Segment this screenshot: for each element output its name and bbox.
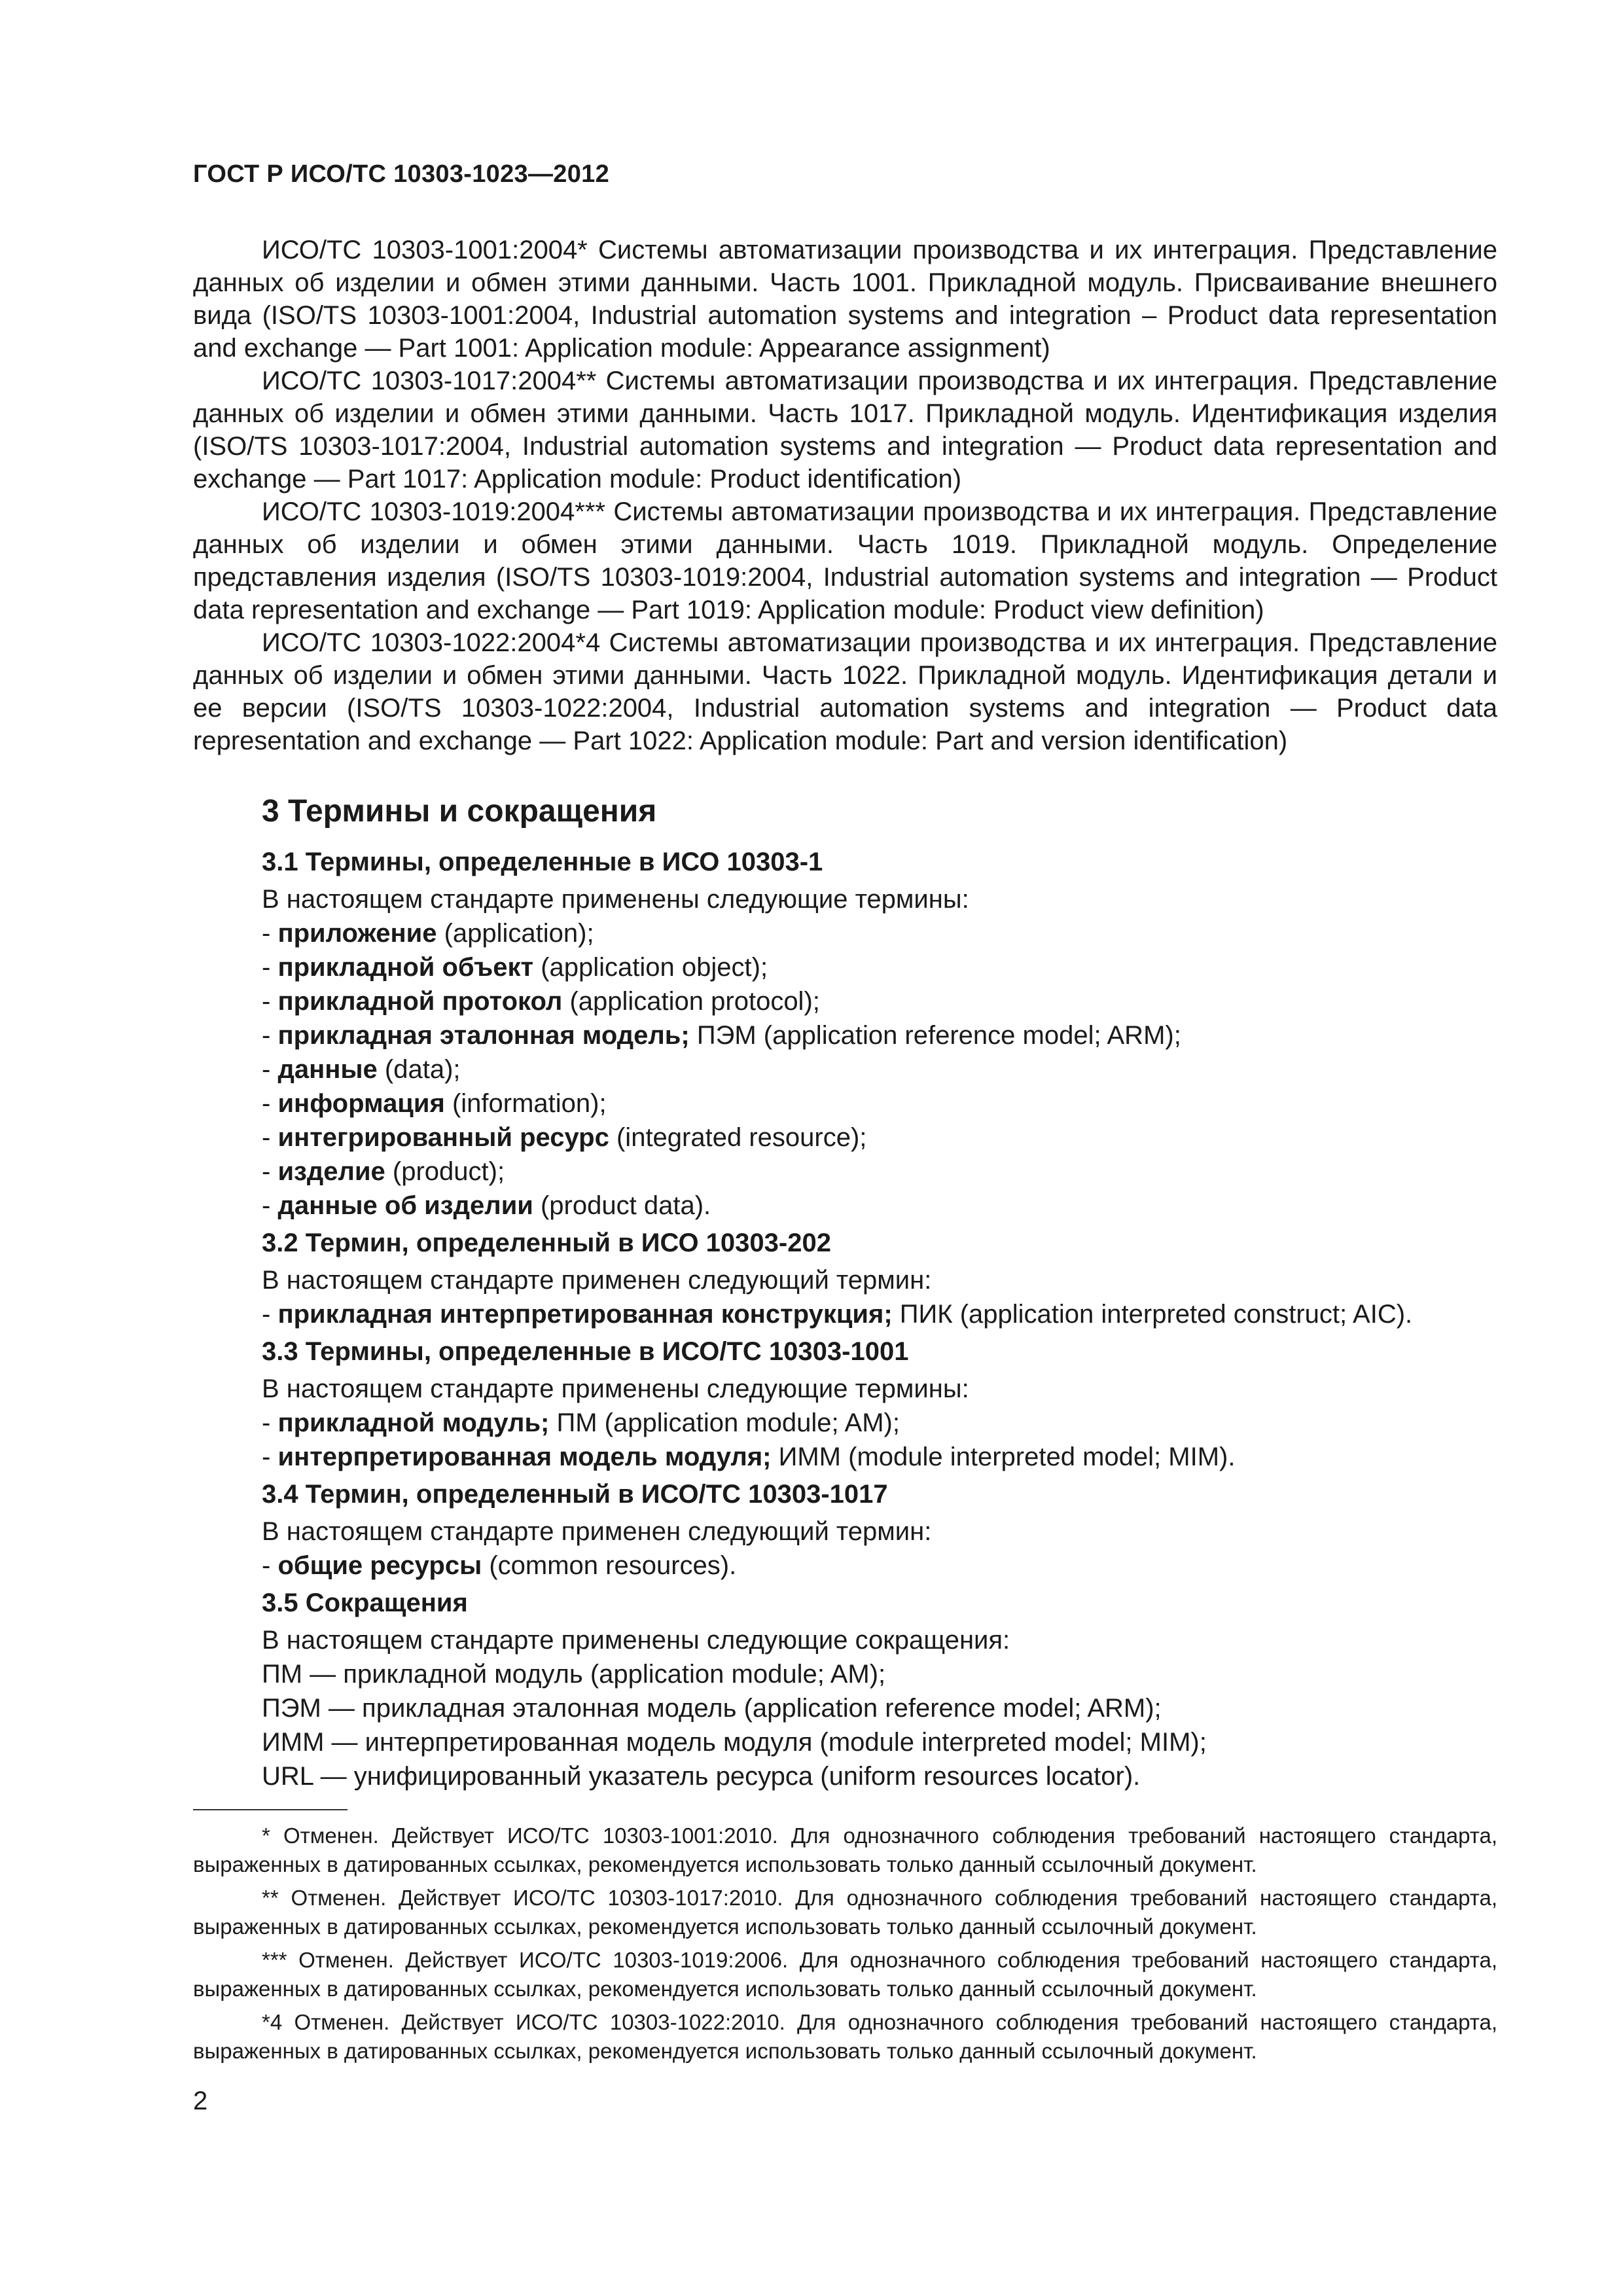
term-name: прикладная интерпретированная конструкция; [277, 1300, 893, 1329]
term-item: - данные (data); [262, 1055, 461, 1084]
footnotes [193, 1821, 1497, 2070]
reference-item: ИСО/ТС 10303-1001:2004* Системы автоматизации производства и их интеграция. Представление данных об изделии и обмен этими данными. Часть 1001. Прикладной модуль. Присваивание внешнего вида (ISO/TS 10303-1001:2004, Industrial automation systems and integration – Product data representation and exchange — Part 1001: Application module: Appearance assignment) [193, 236, 1497, 363]
subsection-intro: В настоящем стандарте применен следующий термин: [262, 1517, 932, 1546]
term-name: прикладной объект [277, 953, 534, 982]
subsection-heading: 3.1 Термины, определенные в ИСО 10303-1 [262, 848, 823, 876]
subsection-heading: 3.2 Термин, определенный в ИСО 10303-202 [262, 1229, 831, 1257]
abbreviation-item: URL — унифицированный указатель ресурса (uniform resources locator). [262, 1762, 1141, 1791]
footnote: ** Отменен. Действует ИСО/ТС 10303-1017:2010. Для однозначного соблюдения требований настоящего стандарта, выраженных в датированных ссылках, рекомендуется использовать только данный ссылочный документ. [193, 1886, 1497, 1939]
reference-item: ИСО/ТС 10303-1022:2004*4 Системы автоматизации производства и их интеграция. Представление данных об изделии и обмен этими данными. Часть 1022. Прикладной модуль. Идентификация детали и ее версии (ISO/TS 10303-1022:2004, Industrial automation systems and integration — Product data representation and exchange — Part 1022: Application module: Part and version identification) [193, 628, 1497, 755]
term-name: данные об изделии [277, 1191, 533, 1220]
term-name: прикладной протокол [277, 987, 563, 1016]
abbreviation-item: ИММ — интерпретированная модель модуля (module interpreted model; MIM); [262, 1728, 1207, 1757]
subsection-heading: 3.4 Термин, определенный в ИСО/ТС 10303-1017 [262, 1480, 888, 1509]
term-item: - прикладная интерпретированная конструкция; ПИК (application interpreted construct; AIC). [262, 1300, 1413, 1329]
term-desc: ПЭМ (application reference model; ARM); [689, 1021, 1181, 1050]
subsection-intro: В настоящем стандарте применены следующие термины: [262, 1374, 969, 1403]
footnote-separator [193, 1809, 348, 1810]
normative-references [193, 234, 1497, 757]
term-name: прикладной модуль; [277, 1408, 550, 1437]
term-name: общие ресурсы [277, 1551, 482, 1580]
term-desc: (data); [377, 1055, 461, 1084]
term-item: - прикладной протокол (application protocol); [262, 987, 820, 1016]
term-item: - прикладная эталонная модель; ПЭМ (application reference model; ARM); [262, 1021, 1181, 1050]
abbreviation-item: ПЭМ — прикладная эталонная модель (application reference model; ARM); [262, 1694, 1162, 1723]
reference-item: ИСО/ТС 10303-1019:2004*** Системы автоматизации производства и их интеграция. Представление данных об изделии и обмен этими данными. Часть 1019. Прикладной модуль. Определение представления изделия (ISO/TS 10303-1019:2004, Industrial automation systems and integration — Product data representation and exchange — Part 1019: Application module: Product view definition) [193, 497, 1497, 624]
term-name: информация [277, 1089, 445, 1118]
term-desc: ПМ (application module; AM); [549, 1408, 900, 1437]
term-name: данные [277, 1055, 378, 1084]
subsection-intro: В настоящем стандарте применены следующие сокращения: [262, 1626, 1010, 1655]
term-desc: (application); [437, 919, 594, 948]
section-title: 3 Термины и сокращения [262, 794, 657, 829]
term-item: - приложение (application); [262, 919, 594, 948]
term-desc: (application protocol); [562, 987, 820, 1016]
abbreviation-item: ПМ — прикладной модуль (application module; AM); [262, 1660, 886, 1689]
term-item: - данные об изделии (product data). [262, 1191, 711, 1220]
term-desc: (common resources). [482, 1551, 737, 1580]
term-name: интерпретированная модель модуля; [277, 1443, 772, 1471]
term-name: изделие [277, 1157, 385, 1186]
footnote: *4 Отменен. Действует ИСО/ТС 10303-1022:2010. Для однозначного соблюдения требований настоящего стандарта, выраженных в датированных ссылках, рекомендуется использовать только данный ссылочный документ. [193, 2010, 1497, 2063]
term-item: - интерпретированная модель модуля; ИММ (module interpreted model; MIM). [262, 1443, 1236, 1471]
document-header: ГОСТ Р ИСО/ТС 10303-1023—2012 [193, 160, 609, 188]
page-number: 2 [193, 2087, 208, 2115]
term-desc: (product); [385, 1157, 505, 1186]
term-desc: ИММ (module interpreted model; MIM). [771, 1443, 1236, 1471]
term-item: - прикладной модуль; ПМ (application module; AM); [262, 1408, 900, 1437]
terms-section [262, 792, 1497, 1793]
reference-item: ИСО/ТС 10303-1017:2004** Системы автоматизации производства и их интеграция. Представление данных об изделии и обмен этими данными. Часть 1017. Прикладной модуль. Идентификация изделия (ISO/TS 10303-1017:2004, Industrial automation systems and integration — Product data representation and exchange — Part 1017: Application module: Product identification) [193, 367, 1497, 493]
term-name: прикладная эталонная модель; [277, 1021, 690, 1050]
footnote: *** Отменен. Действует ИСО/ТС 10303-1019:2006. Для однозначного соблюдения требований настоящего стандарта, выраженных в датированных ссылках, рекомендуется использовать только данный ссылочный документ. [193, 1948, 1497, 2001]
subsection-heading: 3.3 Термины, определенные в ИСО/ТС 10303-1001 [262, 1337, 909, 1366]
term-desc: (product data). [533, 1191, 711, 1220]
term-item: - прикладной объект (application object); [262, 953, 768, 982]
term-name: приложение [277, 919, 437, 948]
term-item: - информация (information); [262, 1089, 607, 1118]
footnote: * Отменен. Действует ИСО/ТС 10303-1001:2010. Для однозначного соблюдения требований настоящего стандарта, выраженных в датированных ссылках, рекомендуется использовать только данный ссылочный документ. [193, 1823, 1497, 1876]
term-item: - интегрированный ресурс (integrated resource); [262, 1123, 867, 1152]
term-desc: ПИК (application interpreted construct; AIC). [892, 1300, 1413, 1329]
term-item: - общие ресурсы (common resources). [262, 1551, 737, 1580]
term-name: интегрированный ресурс [277, 1123, 609, 1152]
subsection-intro: В настоящем стандарте применены следующие термины: [262, 885, 969, 914]
term-desc: (application object); [533, 953, 768, 982]
term-desc: (integrated resource); [609, 1123, 867, 1152]
subsection-intro: В настоящем стандарте применен следующий термин: [262, 1266, 932, 1295]
term-desc: (information); [444, 1089, 607, 1118]
term-item: - изделие (product); [262, 1157, 505, 1186]
subsection-heading: 3.5 Сокращения [262, 1588, 468, 1617]
